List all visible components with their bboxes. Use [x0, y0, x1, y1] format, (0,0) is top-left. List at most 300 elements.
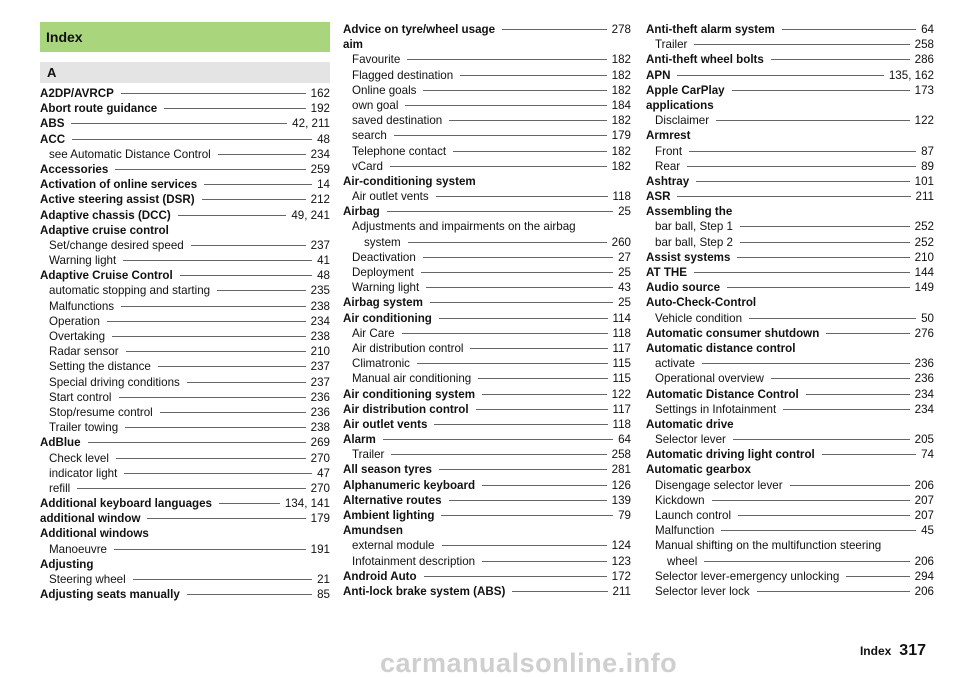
entry-page: 118 — [612, 417, 631, 431]
entry-page: 206 — [914, 478, 934, 492]
index-entry — [40, 253, 330, 268]
leader-line — [421, 272, 613, 273]
index-column-2 — [343, 22, 631, 599]
index-entry — [343, 402, 631, 417]
entry-label: Special driving conditions — [49, 375, 180, 389]
leader-line — [689, 151, 916, 152]
entry-page: 115 — [612, 357, 631, 371]
index-entry — [646, 280, 934, 295]
entry-label: Front — [655, 144, 683, 158]
entry-page: 207 — [914, 493, 934, 507]
entry-label: Air conditioning system — [343, 387, 476, 401]
leader-line — [217, 290, 306, 291]
index-entry — [343, 311, 631, 326]
leader-line — [407, 59, 606, 60]
entry-page: 182 — [611, 68, 631, 82]
index-entry — [646, 174, 934, 189]
index-entry — [343, 538, 631, 553]
leader-line — [387, 211, 613, 212]
leader-line — [121, 93, 306, 94]
leader-line — [434, 424, 607, 425]
entry-page: 210 — [914, 250, 934, 264]
leader-line — [702, 363, 910, 364]
leader-line — [737, 257, 909, 258]
entry-page: 205 — [914, 433, 934, 447]
entry-page: 179 — [310, 512, 330, 526]
leader-line — [219, 503, 280, 504]
leader-line — [402, 333, 608, 334]
entry-page: 236 — [310, 405, 330, 419]
entry-page: 126 — [611, 478, 631, 492]
entry-label: A2DP/AVRCP — [40, 87, 114, 100]
index-entry — [343, 523, 631, 538]
entry-page: 192 — [310, 102, 330, 116]
entry-label: Selector lever — [655, 433, 726, 447]
index-entry — [646, 128, 934, 143]
leader-line — [740, 242, 910, 243]
index-entry — [646, 462, 934, 477]
entry-page: 64 — [618, 433, 631, 447]
leader-line — [71, 123, 287, 124]
leader-line — [121, 306, 306, 307]
entry-page: 281 — [611, 463, 631, 477]
entry-page: 122 — [611, 387, 631, 401]
leader-line — [439, 318, 608, 319]
entry-label: Alarm — [343, 433, 376, 447]
index-entry — [646, 235, 934, 250]
index-entry — [40, 542, 330, 557]
leader-line — [694, 272, 910, 273]
leader-line — [482, 485, 607, 486]
leader-line — [423, 257, 613, 258]
leader-line — [727, 287, 910, 288]
entry-page: 134, 141 — [284, 497, 330, 511]
entry-page: 124 — [611, 539, 631, 553]
entry-label: Air-conditioning system — [343, 174, 476, 188]
entry-page: 135, 162 — [888, 68, 934, 82]
index-entry — [40, 344, 330, 359]
index-entry — [343, 235, 631, 250]
index-entry — [343, 493, 631, 508]
entry-label: Airbag — [343, 205, 380, 219]
entry-label: Anti-theft alarm system — [646, 23, 775, 36]
entry-page: 211 — [612, 584, 631, 598]
entry-label: see Automatic Distance Control — [49, 147, 211, 161]
index-column-1 — [40, 22, 330, 602]
leader-line — [77, 488, 305, 489]
entry-page: 182 — [611, 114, 631, 128]
entry-label: Air outlet vents — [352, 190, 429, 204]
leader-line — [394, 135, 607, 136]
entry-page: 47 — [317, 466, 330, 480]
entry-label: additional window — [40, 512, 141, 526]
entry-page: 270 — [310, 481, 330, 495]
entry-label: Manual air conditioning — [352, 372, 472, 386]
leader-line — [112, 336, 306, 337]
entry-label: Online goals — [352, 83, 417, 97]
index-entry — [343, 326, 631, 341]
entry-label: Automatic Distance Control — [646, 387, 799, 401]
leader-line — [460, 75, 606, 76]
entry-page: 238 — [310, 330, 330, 343]
entry-page: 114 — [612, 311, 631, 325]
index-entry — [40, 435, 330, 450]
entry-label: Warning light — [49, 254, 117, 268]
entry-label: Climatronic — [352, 357, 410, 371]
entry-page: 25 — [618, 266, 631, 279]
entry-label: Automatic drive — [646, 417, 734, 431]
entry-label: automatic stopping and starting — [49, 284, 211, 298]
entry-label: Apple CarPlay — [646, 83, 725, 97]
index-entry — [343, 447, 631, 462]
entry-label: Selector lever-emergency unlocking — [655, 569, 840, 583]
leader-line — [116, 458, 306, 459]
index-entry — [646, 189, 934, 204]
entry-page: 115 — [612, 372, 631, 386]
leader-line — [191, 245, 306, 246]
entry-label: Assembling the — [646, 205, 733, 219]
entry-page: 259 — [310, 162, 330, 176]
index-entry — [343, 371, 631, 386]
leader-line — [749, 318, 916, 319]
entry-label: Alternative routes — [343, 493, 442, 507]
entry-label: Air conditioning — [343, 311, 432, 325]
index-entry — [40, 451, 330, 466]
leader-line — [160, 412, 306, 413]
entry-label: Deployment — [352, 266, 414, 279]
letter-heading: A — [40, 62, 330, 83]
leader-line — [712, 500, 910, 501]
leader-line — [704, 561, 909, 562]
index-entry — [646, 417, 934, 432]
leader-line — [733, 439, 910, 440]
entry-label: ACC — [40, 132, 66, 146]
entry-page: 234 — [914, 402, 934, 416]
entry-page: 236 — [914, 357, 934, 371]
leader-line — [126, 351, 306, 352]
entry-page: 238 — [310, 421, 330, 435]
index-entry — [343, 98, 631, 113]
index-column-3 — [646, 22, 934, 599]
leader-line — [204, 184, 312, 185]
entry-label: Armrest — [646, 129, 691, 143]
index-entry — [646, 478, 934, 493]
entry-label: Stop/resume control — [49, 405, 153, 419]
index-entry — [40, 496, 330, 511]
index-entry — [40, 223, 330, 238]
entry-page: 173 — [914, 83, 934, 97]
leader-line — [782, 29, 916, 30]
entry-label: Manual shifting on the multifunction steering — [655, 539, 882, 553]
index-entry — [343, 554, 631, 569]
index-entry — [40, 329, 330, 344]
leader-line — [88, 442, 306, 443]
entry-label: system — [364, 235, 401, 249]
entry-page: 184 — [611, 98, 631, 112]
entry-page: 123 — [611, 554, 631, 568]
entry-page: 43 — [618, 281, 631, 295]
leader-line — [107, 321, 306, 322]
index-entry — [646, 52, 934, 67]
leader-line — [826, 333, 909, 334]
entry-page: 206 — [914, 584, 934, 598]
entry-page: 252 — [914, 235, 934, 249]
index-entry — [646, 432, 934, 447]
entry-label: Radar sensor — [49, 345, 119, 359]
index-entry — [343, 584, 631, 599]
entry-label: Setting the distance — [49, 360, 151, 374]
index-entry — [40, 481, 330, 496]
leader-line — [218, 154, 306, 155]
entry-label: Telephone contact — [352, 144, 447, 158]
entry-label: vCard — [352, 159, 383, 173]
entry-label: Android Auto — [343, 569, 417, 583]
entry-label: Air distribution control — [352, 341, 464, 355]
entry-page: 85 — [317, 588, 330, 602]
leader-line — [124, 473, 312, 474]
leader-line — [115, 169, 305, 170]
entry-label: Adaptive chassis (DCC) — [40, 208, 171, 222]
index-entry — [40, 283, 330, 298]
entry-label: Steering wheel — [49, 573, 126, 586]
index-entry — [40, 177, 330, 192]
index-entry — [40, 390, 330, 405]
index-entry — [343, 462, 631, 477]
index-entry — [40, 208, 330, 223]
index-entry — [646, 371, 934, 386]
entry-label: Set/change desired speed — [49, 238, 184, 252]
entry-label: search — [352, 129, 387, 143]
entry-page: 235 — [310, 284, 330, 298]
entry-label: applications — [646, 98, 714, 112]
entry-label: Adaptive cruise control — [40, 223, 169, 237]
entry-label: AdBlue — [40, 436, 81, 450]
entry-label: own goal — [352, 98, 399, 112]
entry-label: APN — [646, 68, 671, 82]
index-entry — [646, 554, 934, 569]
index-entry — [343, 280, 631, 295]
leader-line — [453, 151, 607, 152]
entry-page: 270 — [310, 451, 330, 465]
index-entry — [646, 356, 934, 371]
entry-list — [40, 86, 330, 602]
entry-label: Adjustments and impairments on the airbag — [352, 220, 576, 234]
entry-label: Amundsen — [343, 524, 403, 538]
index-entry — [646, 402, 934, 417]
index-entry — [646, 295, 934, 310]
entry-label: Disengage selector lever — [655, 478, 783, 492]
leader-line — [716, 120, 910, 121]
leader-line — [430, 302, 613, 303]
index-entry — [40, 526, 330, 541]
entry-label: Air outlet vents — [343, 417, 428, 431]
leader-line — [133, 579, 312, 580]
index-entry — [646, 523, 934, 538]
index-entry — [343, 159, 631, 174]
entry-label: aim — [343, 38, 363, 52]
entry-label: ASR — [646, 190, 671, 204]
index-entry — [343, 508, 631, 523]
index-entry — [343, 478, 631, 493]
entry-label: Trailer — [352, 448, 385, 462]
leader-line — [790, 485, 910, 486]
leader-line — [771, 378, 910, 379]
entry-label: bar ball, Step 1 — [655, 220, 733, 234]
leader-line — [740, 226, 910, 227]
entry-label: Launch control — [655, 509, 732, 522]
leader-line — [846, 576, 909, 577]
entry-page: 117 — [612, 402, 631, 416]
entry-page: 278 — [611, 23, 631, 36]
entry-label: Additional windows — [40, 527, 149, 541]
leader-line — [164, 108, 305, 109]
leader-line — [147, 518, 305, 519]
leader-line — [478, 378, 607, 379]
index-entry — [646, 447, 934, 462]
entry-label: Ambient lighting — [343, 509, 435, 522]
index-entry — [646, 250, 934, 265]
entry-label: bar ball, Step 2 — [655, 235, 733, 249]
entry-label: activate — [655, 357, 695, 371]
entry-page: 286 — [914, 53, 934, 67]
entry-page: 236 — [310, 390, 330, 404]
entry-label: Automatic distance control — [646, 341, 796, 355]
entry-label: Automatic gearbox — [646, 463, 752, 477]
entry-page: 269 — [310, 436, 330, 450]
entry-page: 149 — [914, 281, 934, 295]
index-entry — [646, 113, 934, 128]
entry-page: 276 — [914, 326, 934, 340]
entry-label: Activation of online services — [40, 178, 198, 192]
leader-line — [677, 75, 883, 76]
leader-line — [72, 139, 312, 140]
index-entry — [343, 128, 631, 143]
index-entry — [343, 356, 631, 371]
entry-label: Anti-theft wheel bolts — [646, 53, 764, 67]
leader-line — [442, 545, 607, 546]
entry-page: 118 — [612, 326, 631, 340]
index-entry — [343, 250, 631, 265]
leader-line — [123, 260, 312, 261]
entry-page: 21 — [317, 573, 330, 586]
index-entry — [646, 37, 934, 52]
index-entry — [343, 341, 631, 356]
index-entry — [343, 83, 631, 98]
leader-line — [512, 591, 607, 592]
entry-label: external module — [352, 539, 435, 553]
entry-label: Warning light — [352, 281, 420, 295]
index-entry — [646, 265, 934, 280]
entry-page: 64 — [921, 23, 934, 36]
index-entry — [40, 101, 330, 116]
index-entry — [40, 466, 330, 481]
index-entry — [343, 113, 631, 128]
entry-page: 179 — [611, 129, 631, 143]
entry-page: 79 — [618, 509, 631, 522]
entry-label: Overtaking — [49, 330, 106, 343]
entry-label: Ashtray — [646, 174, 690, 188]
leader-line — [449, 500, 607, 501]
leader-line — [180, 275, 312, 276]
leader-line — [383, 439, 613, 440]
entry-page: 238 — [310, 299, 330, 313]
leader-line — [757, 591, 910, 592]
entry-page: 101 — [914, 174, 934, 188]
entry-label: Selector lever lock — [655, 584, 750, 598]
leader-line — [694, 44, 909, 45]
entry-page: 252 — [914, 220, 934, 234]
leader-line — [426, 287, 613, 288]
leader-line — [822, 454, 916, 455]
entry-label: Operation — [49, 314, 100, 328]
index-entry — [343, 52, 631, 67]
entry-page: 234 — [914, 387, 934, 401]
index-entry — [40, 162, 330, 177]
entry-page: 162 — [310, 87, 330, 100]
index-entry — [40, 587, 330, 602]
entry-label: Trailer — [655, 38, 688, 52]
entry-label: Air Care — [352, 326, 395, 340]
entry-page: 207 — [914, 509, 934, 522]
index-entry — [646, 219, 934, 234]
watermark: carmanualsonline.info — [380, 650, 678, 677]
entry-label: Settings in Infotainment — [655, 402, 777, 416]
index-entry — [646, 22, 934, 37]
leader-line — [114, 549, 306, 550]
entry-page: 139 — [611, 493, 631, 507]
entry-label: Check level — [49, 451, 109, 465]
entry-label: Advice on tyre/wheel usage — [343, 23, 496, 36]
index-entry — [646, 204, 934, 219]
index-entry — [646, 493, 934, 508]
leader-line — [687, 166, 916, 167]
leader-line — [391, 454, 606, 455]
index-entry — [343, 219, 631, 234]
entry-page: 182 — [611, 144, 631, 158]
leader-line — [390, 166, 607, 167]
entry-list — [646, 22, 934, 599]
entry-label: All season tyres — [343, 463, 432, 477]
page-number: 317 — [899, 642, 926, 659]
entry-label: Active steering assist (DSR) — [40, 193, 195, 207]
entry-label: Infotainment description — [352, 554, 476, 568]
entry-page: 25 — [618, 296, 631, 310]
entry-page: 237 — [310, 238, 330, 252]
index-entry — [40, 405, 330, 420]
entry-page: 48 — [317, 269, 330, 283]
entry-label: Automatic driving light control — [646, 448, 815, 462]
index-entry — [646, 584, 934, 599]
entry-page: 294 — [914, 569, 934, 583]
leader-line — [482, 561, 607, 562]
entry-label: Air distribution control — [343, 402, 469, 416]
entry-page: 118 — [612, 190, 631, 204]
index-entry — [40, 511, 330, 526]
index-entry — [40, 359, 330, 374]
entry-page: 182 — [611, 83, 631, 97]
leader-line — [158, 366, 306, 367]
entry-page: 87 — [921, 144, 934, 158]
entry-label: Accessories — [40, 162, 109, 176]
entry-label: Disclaimer — [655, 114, 710, 128]
index-entry — [343, 265, 631, 280]
leader-line — [187, 382, 306, 383]
entry-page: 144 — [914, 266, 934, 279]
leader-line — [125, 427, 306, 428]
index-entry — [646, 144, 934, 159]
entry-label: Malfunction — [655, 524, 715, 538]
leader-line — [449, 120, 606, 121]
